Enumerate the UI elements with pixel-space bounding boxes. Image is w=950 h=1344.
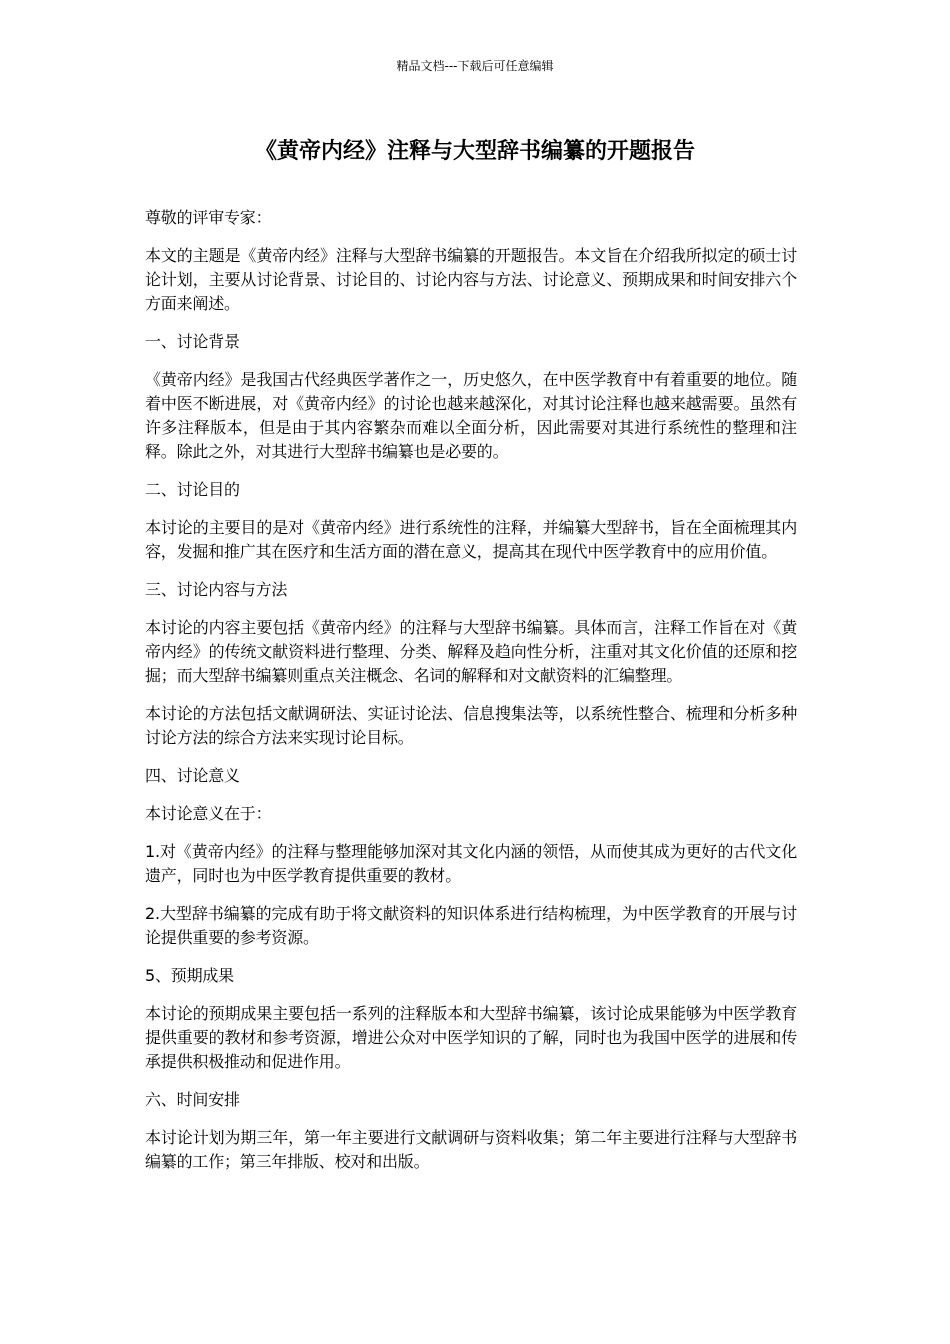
section-heading-outcomes: 5、预期成果 (145, 966, 234, 985)
section-heading-schedule: 六、时间安排 (145, 1090, 240, 1109)
section-heading-purpose: 二、讨论目的 (145, 480, 240, 499)
page-header: 精品文档---下载后可任意编辑 (396, 59, 554, 73)
purpose-paragraph: 本讨论的主要目的是对《黄帝内经》进行系统性的注释，并编纂大型辞书，旨在全面梳理其内容，发掘和推广其在医疗和生活方面的潜在意义，提高其在现代中医学教育中的应用价值。 (145, 518, 797, 561)
method-paragraph: 本讨论的方法包括文献调研法、实证讨论法、信息搜集法等，以系统性整合、梳理和分析多种讨论方法的综合方法来实现讨论目标。 (145, 704, 797, 747)
section-heading-significance: 四、讨论意义 (145, 766, 240, 785)
intro-paragraph: 本文的主题是《黄帝内经》注释与大型辞书编纂的开题报告。本文旨在介绍我所拟定的硕士讨论计划，主要从讨论背景、讨论目的、讨论内容与方法、讨论意义、预期成果和时间安排六个方面来阐述。 (145, 246, 797, 313)
significance-item-1: 1.对《黄帝内经》的注释与整理能够加深对其文化内涵的领悟，从而使其成为更好的古代文化遗产，同时也为中医学教育提供重要的教材。 (145, 842, 797, 885)
content-paragraph: 本讨论的内容主要包括《黄帝内经》的注释与大型辞书编纂。具体而言，注释工作旨在对《黄帝内经》的传统文献资料进行整理、分类、解释及趋向性分析，注重对其文化价值的还原和挖掘；而大型辞书编纂则重点关注概念、名词的解释和对文献资料的汇编整理。 (145, 618, 797, 685)
section-heading-background: 一、讨论背景 (145, 332, 240, 351)
significance-item-2: 2.大型辞书编纂的完成有助于将文献资料的知识体系进行结构梳理，为中医学教育的开展与讨论提供重要的参考资源。 (145, 904, 797, 947)
document-title: 《黄帝内经》注释与大型辞书编纂的开题报告 (254, 139, 695, 164)
schedule-paragraph: 本讨论计划为期三年，第一年主要进行文献调研与资料收集；第二年主要进行注释与大型辞书编纂的工作；第三年排版、校对和出版。 (145, 1128, 797, 1171)
section-heading-content-method: 三、讨论内容与方法 (145, 580, 288, 599)
background-paragraph: 《黄帝内经》是我国古代经典医学著作之一，历史悠久，在中医学教育中有着重要的地位。随着中医不断进展，对《黄帝内经》的讨论也越来越深化，对其讨论注释也越来越需要。虽然有许多注释版本，但是由于其内容繁杂而难以全面分析，因此需要对其进行系统性的整理和注释。除此之外，对其进行大型辞书编纂也是必要的。 (145, 370, 797, 461)
significance-intro: 本讨论意义在于： (145, 804, 272, 823)
salutation: 尊敬的评审专家： (145, 208, 272, 227)
document-body (145, 206, 797, 1188)
outcomes-paragraph: 本讨论的预期成果主要包括一系列的注释版本和大型辞书编纂，该讨论成果能够为中医学教育提供重要的教材和参考资源，增进公众对中医学知识的了解，同时也为我国中医学的进展和传承提供积极推动和促进作用。 (145, 1004, 797, 1071)
